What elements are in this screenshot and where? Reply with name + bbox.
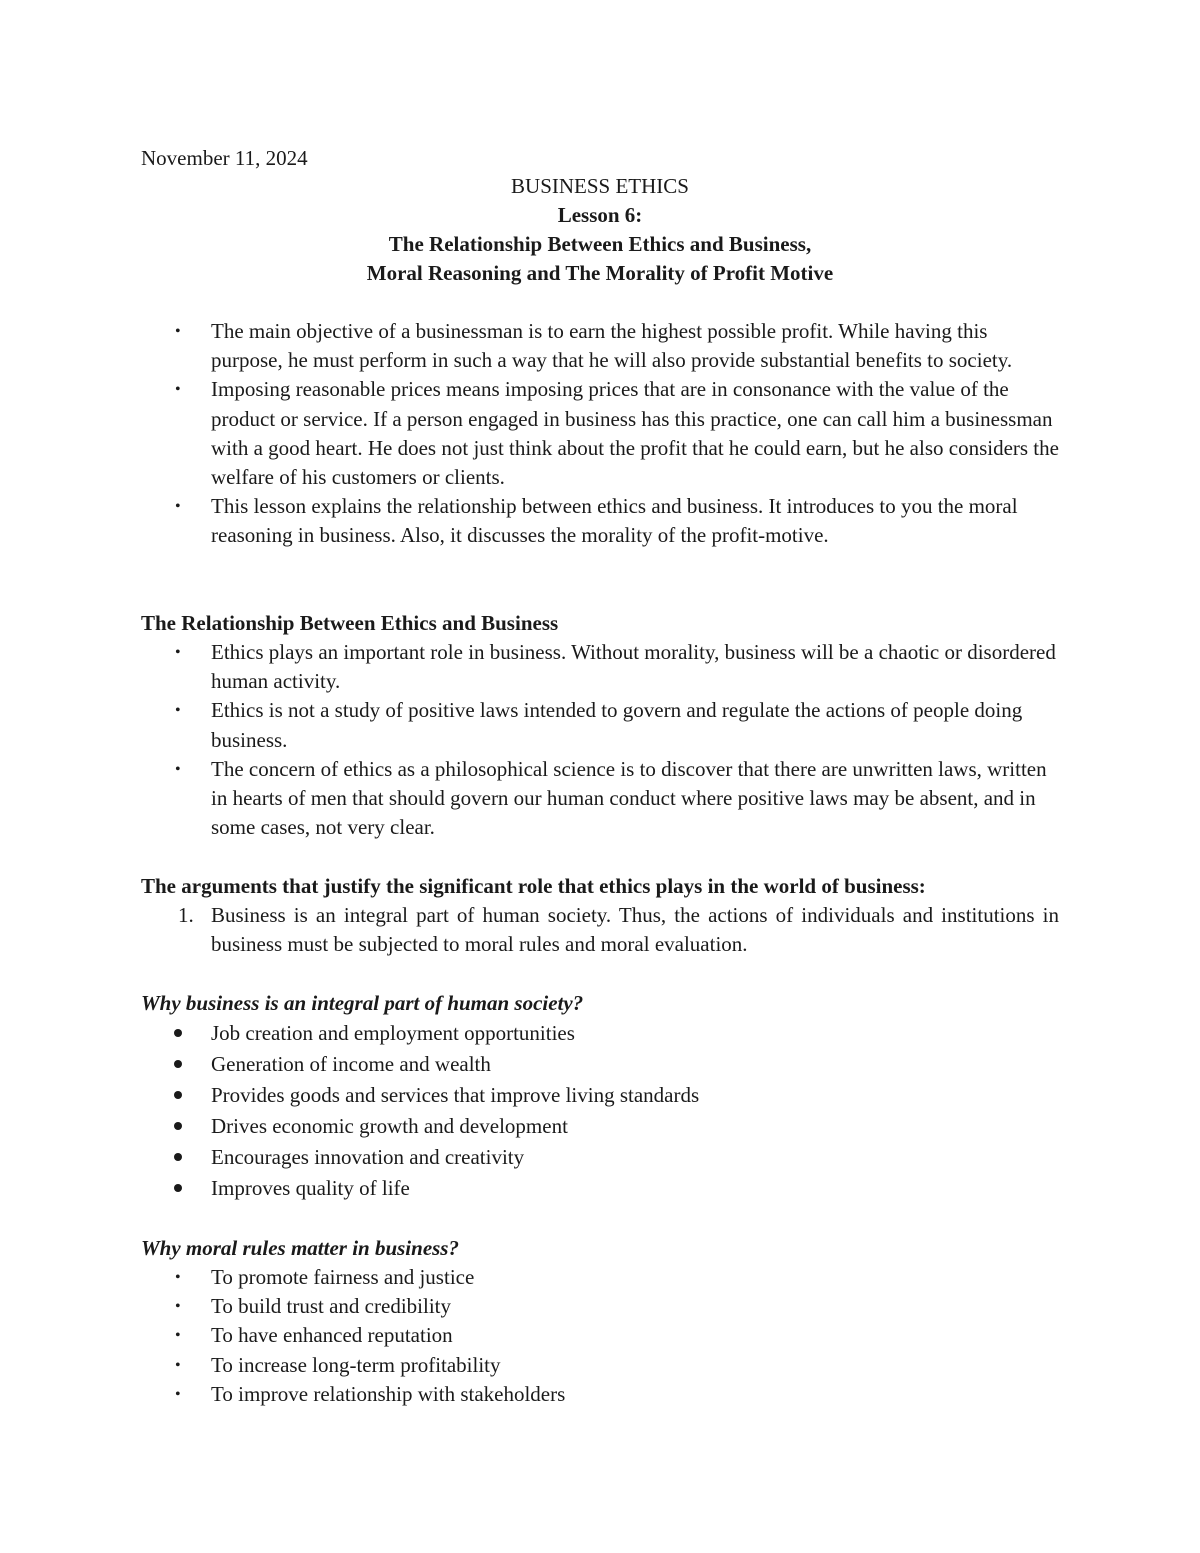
list-item [141,1380,1059,1409]
course-title: BUSINESS ETHICS [511,174,689,198]
list-item-text: To have enhanced reputation [211,1323,453,1348]
list-item [141,1080,1059,1111]
list-item-text: Encourages innovation and creativity [211,1145,525,1169]
bullet-icon: • [175,644,181,661]
list-item-text: Drives economic growth and development [211,1114,568,1138]
list-item [141,901,1059,959]
bullet-icon: • [175,1356,181,1374]
section-arguments [141,872,1059,959]
section-heading: Why moral rules matter in business? [141,1236,459,1260]
list-item-text: Generation of income and wealth [211,1052,491,1076]
lesson-title-line-1: The Relationship Between Ethics and Business, [388,232,812,256]
list-item-text: Ethics is not a study of positive laws intended to govern and regulate the actions of people doing business. [211,698,1023,752]
list-item [141,1351,1059,1380]
list-item-text: Provides goods and services that improve living standards [211,1083,700,1107]
list-item [141,1049,1059,1080]
bullet-icon: • [175,1298,181,1316]
list-item [141,755,1059,843]
list-item-text: Business is an integral part of human society. Thus, the actions of individuals and institutions in business must be subjected to moral rules and moral evaluation. [211,903,1059,957]
list-item [141,1111,1059,1142]
list-item [141,638,1059,696]
section-heading: Why business is an integral part of human society? [141,991,584,1015]
list-item-text: Ethics plays an important role in business. Without morality, business will be a chaotic or disordered human activity. [211,640,1056,694]
section-relationship [141,609,1059,842]
list-item-number: 1. [178,903,194,927]
lesson-number: Lesson 6: [557,203,643,227]
bullet-icon: • [175,498,181,516]
list-item [141,1018,1059,1049]
list-item-text: This lesson explains the relationship between ethics and business. It introduces to you the moral reasoning in business. Also, it discusses the morality of the profit-motive. [211,494,1018,548]
section-bullet-list [141,1263,1059,1409]
section-integral-part [141,989,1059,1204]
intro-bullet-list [141,317,1059,551]
bullet-icon: • [175,381,181,399]
bullet-icon [174,1060,182,1068]
section-heading: The Relationship Between Ethics and Business [141,611,559,635]
bullet-icon: • [175,702,181,720]
section-heading: The arguments that justify the significant role that ethics plays in the world of business: [141,874,926,898]
list-item [141,1142,1059,1173]
bullet-icon [174,1153,182,1161]
bullet-icon: • [175,1327,181,1345]
list-item [141,696,1059,754]
section-bullet-list [141,1018,1059,1204]
intro-section [141,317,1059,551]
document-title-block [141,172,1059,288]
section-numbered-list [141,901,1059,959]
document-date: November 11, 2024 [141,146,308,170]
lesson-title-line-2: Moral Reasoning and The Morality of Profit Motive [366,261,834,285]
list-item [141,1263,1059,1292]
list-item [141,1173,1059,1204]
list-item [141,492,1059,550]
list-item [141,375,1059,492]
list-item-text: Imposing reasonable prices means imposing prices that are in consonance with the value of the product or service. If a person engaged in business has this practice, one can call him a businessman with a good heart. He does not just think about the profit that he could earn, but he also considers the welfare of his customers or clients. [211,377,1059,490]
list-item-text: The main objective of a businessman is to earn the highest possible profit. While having this purpose, he must perform in such a way that he will also provide substantial benefits to society. [211,319,1013,373]
list-item-text: Job creation and employment opportunities [211,1021,575,1045]
bullet-icon: • [175,1269,181,1286]
list-item [141,317,1059,375]
list-item [141,1292,1059,1321]
bullet-icon [174,1184,182,1192]
list-item-text: To build trust and credibility [211,1294,451,1319]
list-item-text: To promote fairness and justice [211,1265,475,1289]
list-item-text: The concern of ethics as a philosophical science is to discover that there are unwritten laws, written in hearts of men that should govern our human conduct where positive laws may be absent, and in some cases, not very clear. [211,756,1047,840]
bullet-icon [174,1029,182,1037]
list-item [141,1321,1059,1350]
section-moral-rules [141,1234,1059,1409]
list-item-text: Improves quality of life [211,1176,410,1200]
bullet-icon [174,1091,182,1099]
bullet-icon: • [175,760,181,778]
section-bullet-list [141,638,1059,842]
bullet-icon: • [175,323,181,340]
bullet-icon [174,1122,182,1130]
list-item-text: To improve relationship with stakeholders [211,1381,566,1406]
list-item-text: To increase long-term profitability [211,1352,501,1377]
bullet-icon: • [175,1385,181,1403]
